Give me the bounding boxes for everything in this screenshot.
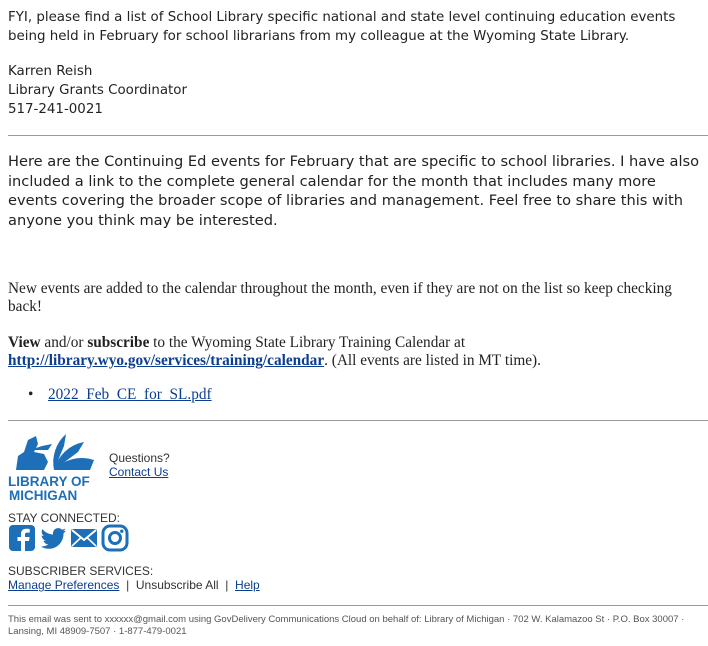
new-events-paragraph: New events are added to the calendar throughout the month, even if they are not on the list so keep checking back! <box>8 280 672 315</box>
subscriber-heading: SUBSCRIBER SERVICES: <box>8 564 154 578</box>
signature <box>8 62 187 119</box>
questions-label: Questions? <box>109 451 170 465</box>
email-icon[interactable] <box>70 524 98 552</box>
social-icons <box>8 524 129 554</box>
logo-line1: LIBRARY OF <box>8 474 90 489</box>
instagram-icon[interactable] <box>101 524 129 552</box>
contact-us-link[interactable]: Contact Us <box>109 465 169 479</box>
subscriber-services <box>8 564 260 592</box>
divider <box>8 420 708 421</box>
questions-block <box>109 451 170 479</box>
calendar-link[interactable]: http://library.wyo.gov/services/training/calendar <box>8 352 325 369</box>
attachment-link[interactable]: 2022_Feb_CE_for_SL.pdf <box>48 386 212 403</box>
twitter-icon[interactable] <box>39 524 67 552</box>
body-paragraph: Here are the Continuing Ed events for February that are specific to school libraries. I have also included a link to the complete general calendar for the month that includes many more events covering the broader scope of libraries and management. Feel free to share this with anyone you think may be interested. <box>8 153 700 229</box>
divider <box>8 605 708 606</box>
manage-preferences-link[interactable]: Manage Preferences <box>8 578 120 592</box>
view-text: View <box>8 334 41 351</box>
help-link[interactable]: Help <box>235 578 260 592</box>
logo-line2: MICHIGAN <box>9 488 78 502</box>
footer-text: This email was sent to xxxxxx@gmail.com using GovDelivery Communications Cloud on behalf of: Library of Michigan · 702 W. Kalamazoo St · P.O. Box 30007 · Lansing, MI 48909-7507 · 1-877-479-0021 <box>8 614 685 637</box>
calendar-paragraph: View and/or subscribe to the Wyoming State Library Training Calendar at http://library.wyo.gov/services/training/calendar. (All events are listed in MT time). <box>8 334 541 369</box>
stay-connected-label: STAY CONNECTED: <box>8 511 121 525</box>
bullet: • <box>28 386 34 403</box>
signature-title: Library Grants Coordinator <box>8 83 188 98</box>
unsubscribe-all-text[interactable]: Unsubscribe All <box>135 578 219 592</box>
signature-name: Karren Reish <box>8 64 93 79</box>
library-of-michigan-logo[interactable] <box>8 430 98 502</box>
subscribe-text: subscribe <box>87 334 150 351</box>
subscriber-links: Manage Preferences | Unsubscribe All | Help <box>8 578 260 592</box>
signature-phone: 517-241-0021 <box>8 102 103 117</box>
facebook-icon[interactable] <box>8 524 36 552</box>
divider <box>8 135 708 136</box>
intro-paragraph: FYI, please find a list of School Library specific national and state level continuing education events being held in February for school librarians from my colleague at the Wyoming State Library. <box>8 10 676 44</box>
